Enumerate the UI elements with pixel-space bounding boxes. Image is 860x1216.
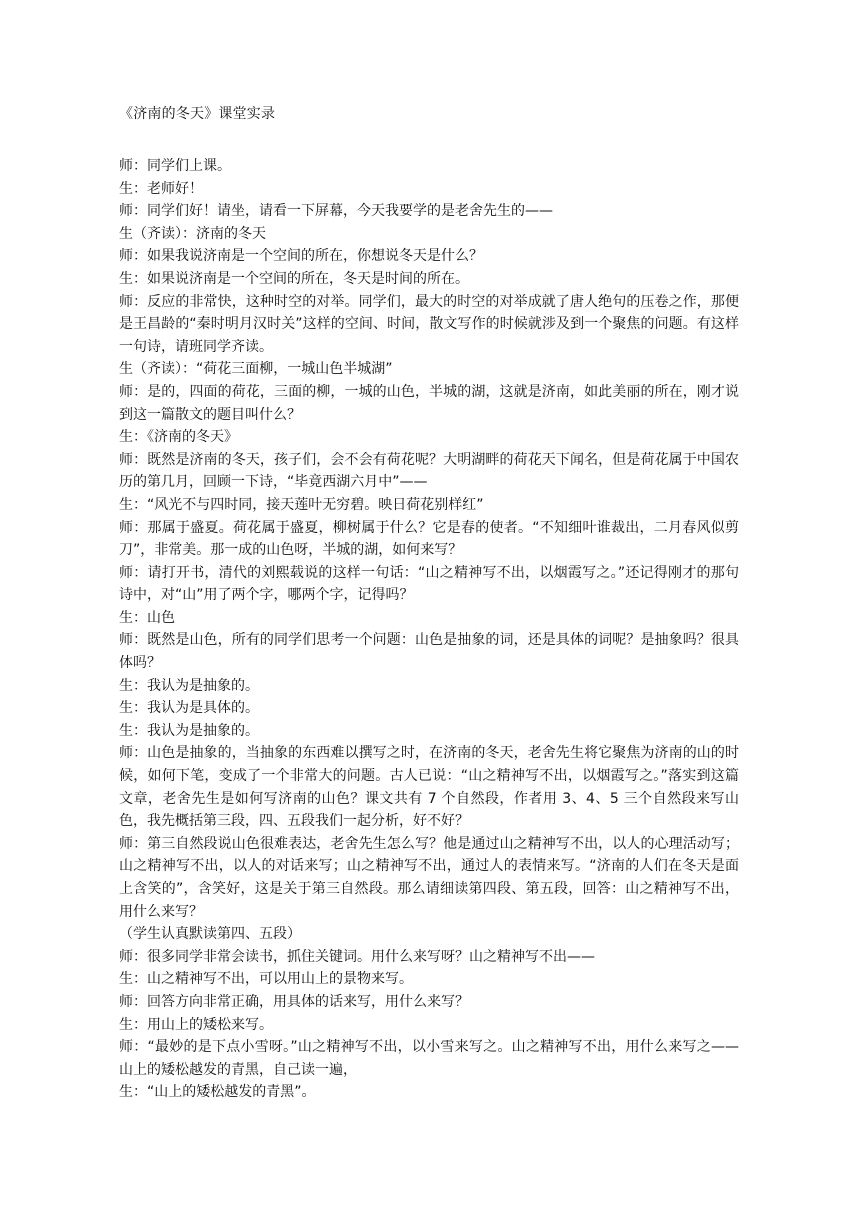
transcript-line: 生：“风光不与四时同，接天莲叶无穷碧。映日荷花别样红” [119,496,484,513]
document-title: 《济南的冬天》课堂实录 [119,106,276,122]
transcript-line: 师：请打开书，清代的刘熙载说的这样一句话：“山之精神写不出，以烟霞写之。”还记得刚才的那句诗中，对“山”用了两个字，哪两个字，记得吗？ [119,564,739,604]
transcript-line: 生：我认为是抽象的。 [119,677,259,694]
transcript-line: 师：“最妙的是下点小雪呀。”山之精神写不出，以小雪来写之。山之精神写不出，用什么来写之——山上的矮松越发的青黑，自己读一遍， [119,1039,739,1078]
transcript-line: 生：用山上的矮松来写。 [119,1016,273,1033]
transcript-line: （学生认真默读第四、五段） [119,926,301,943]
transcript-line: 生：我认为是具体的。 [119,700,259,717]
transcript-line: 生（齐读）：“荷花三面柳，一城山色半城湖” [119,361,393,378]
transcript-line: 师：同学们好！请坐，请看一下屏幕，今天我要学的是老舍先生的—— [119,203,553,220]
transcript-line: 生：“山上的矮松越发的青黑”。 [119,1084,316,1101]
transcript-line: 师：如果我说济南是一个空间的所在，你想说冬天是什么？ [119,248,483,265]
transcript-line: 生：山之精神写不出，可以用山上的景物来写。 [119,971,413,988]
transcript-line: 师：同学们上课。 [119,158,231,174]
transcript-line: 生：我认为是抽象的。 [119,722,259,739]
transcript-line: 生：山色 [119,609,175,626]
transcript-line: 师：回答方向非常正确，用具体的话来写，用什么来写？ [119,993,469,1010]
transcript-line: 生：如果说济南是一个空间的所在，冬天是时间的所在。 [119,270,469,287]
transcript-line: 生：老师好！ [119,180,203,197]
transcript [119,155,739,1104]
transcript-line: 师：很多同学非常会读书，抓住关键词。用什么来写呀？山之精神写不出—— [119,948,595,965]
document-body [119,101,739,1104]
transcript-line: 师：是的，四面的荷花，三面的柳，一城的山色，半城的湖，这就是济南，如此美丽的所在，刚才说到这一篇散文的题目叫什么？ [119,383,739,423]
transcript-line: 生（齐读）：济南的冬天 [119,225,266,242]
transcript-line: 师：既然是济南的冬天，孩子们，会不会有荷花呢？大明湖畔的荷花天下闻名，但是荷花属于中国农历的第几月，回顾一下诗，“毕竟西湖六月中”—— [119,451,739,491]
transcript-line: 师：反应的非常快，这种时空的对举。同学们，最大的时空的对举成就了唐人绝句的压卷之作，那便是王昌龄的“秦时明月汉时关”这样的空间、时间，散文写作的时候就涉及到一个聚焦的问题。有这样一句诗，请班同学齐读。 [119,293,739,355]
transcript-line: 师：既然是山色，所有的同学们思考一个问题：山色是抽象的词，还是具体的词呢？是抽象吗？很具体吗？ [119,632,739,672]
transcript-line: 师：山色是抽象的，当抽象的东西难以撰写之时，在济南的冬天，老舍先生将它聚焦为济南的山的时候，如何下笔，变成了一个非常大的问题。古人已说：“山之精神写不出，以烟霞写之。”落实到这篇文章，老舍先生是如何写济南的山色？课文共有 7 个自然段，作者用 3、4、5 三个自然段来写山色，我先概括第三段，四、五段我们一起分析，好不好？ [119,745,739,830]
transcript-line: 师：第三自然段说山色很难表达，老舍先生怎么写？他是通过山之精神写不出，以人的心理活动写；山之精神写不出，以人的对话来写；山之精神写不出，通过人的表情来写。“济南的人们在冬天是面上含笑的”，含笑好，这是关于第三自然段。那么请细读第四段、第五段，回答：山之精神写不出，用什么来写？ [119,835,739,920]
transcript-line: 师：那属于盛夏。荷花属于盛夏，柳树属于什么？它是春的使者。“不知细叶谁裁出，二月春风似剪刀”，非常美。那一成的山色呀，半城的湖，如何来写？ [119,519,739,559]
transcript-line: 生：《济南的冬天》 [119,429,238,446]
